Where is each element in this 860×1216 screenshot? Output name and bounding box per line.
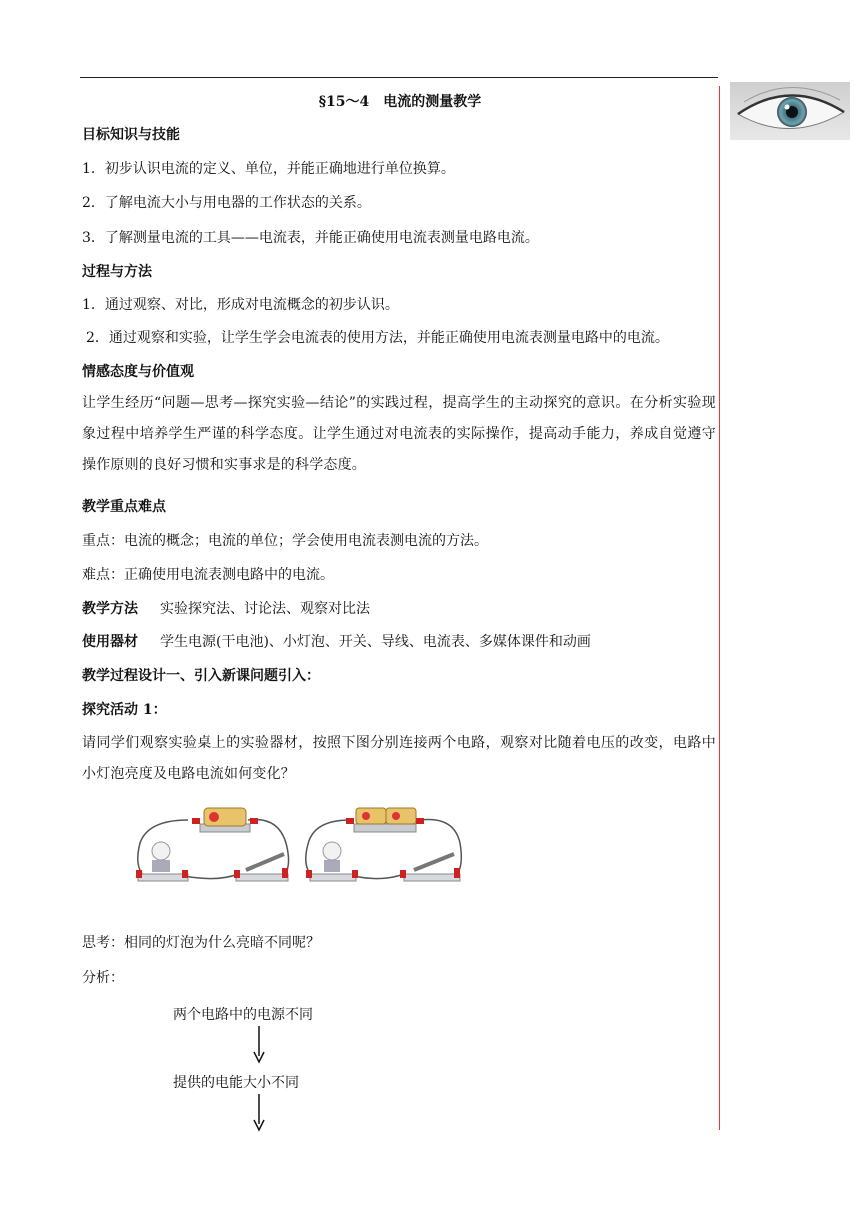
equipment-label: 使用器材 (82, 634, 138, 650)
knowledge-item-2: 2．了解电流大小与用电器的工作状态的关系。 (82, 195, 371, 211)
activity-paragraph: 请同学们观察实验桌上的实验器材，按照下图分别连接两个电路，观察对比随着电压的改变，电路中小灯泡亮度及电路电流如何变化？ (82, 735, 716, 782)
down-arrow-icon (252, 1092, 266, 1132)
page-title: §15～4 电流的测量教学 (318, 94, 482, 110)
down-arrow-icon (252, 1024, 266, 1064)
design-heading: 教学过程设计一、引入新课问题引入： (82, 668, 320, 684)
knowledge-item-3: 3．了解测量电流的工具——电流表，并能正确使用电流表测量电路电流。 (82, 230, 539, 246)
analysis-label: 分析： (82, 970, 124, 986)
knowledge-item-1: 1．初步认识电流的定义、单位，并能正确地进行单位换算。 (82, 161, 455, 177)
section-heading-attitude: 情感态度与价值观 (82, 364, 194, 380)
analysis-step-1: 两个电路中的电源不同 (173, 1007, 313, 1023)
header-rule (80, 77, 718, 78)
circuit-single-cell (136, 808, 289, 881)
section-heading-process: 过程与方法 (82, 264, 152, 280)
think-question: 思考：相同的灯泡为什么亮暗不同呢？ (82, 935, 320, 951)
process-item-2: 2．通过观察和实验，让学生学会电流表的使用方法，并能正确使用电流表测量电路中的电流。 (86, 330, 669, 346)
method-label: 教学方法 (82, 601, 138, 617)
margin-rule (719, 86, 720, 1130)
equipment-text: 学生电源(干电池)、小灯泡、开关、导线、电流表、多媒体课件和动画 (160, 634, 591, 650)
equipment-row (82, 631, 591, 651)
key-difficulty: 难点：正确使用电流表测电路中的电流。 (82, 567, 334, 583)
circuit-diagram (128, 798, 468, 890)
eye-icon (730, 82, 850, 140)
activity-heading: 探究活动 1： (82, 702, 167, 718)
method-text: 实验探究法、讨论法、观察对比法 (160, 601, 370, 617)
process-item-1: 1．通过观察、对比，形成对电流概念的初步认识。 (82, 297, 399, 313)
section-heading-knowledge: 目标知识与技能 (82, 127, 180, 143)
circuit-double-cell (306, 808, 462, 881)
analysis-step-2: 提供的电能大小不同 (173, 1075, 299, 1091)
key-focus: 重点：电流的概念；电流的单位；学会使用电流表测电流的方法。 (82, 533, 488, 549)
method-row (82, 598, 370, 618)
attitude-paragraph: 让学生经历“问题—思考—探究实验—结论”的实践过程，提高学生的主动探究的意识。在分析实验现象过程中培养学生严谨的科学态度。让学生通过对电流表的实际操作，提高动手能力，养成自觉遵守操作原则的良好习惯和实事求是的科学态度。 (82, 395, 716, 473)
section-heading-key-points: 教学重点难点 (82, 499, 166, 515)
